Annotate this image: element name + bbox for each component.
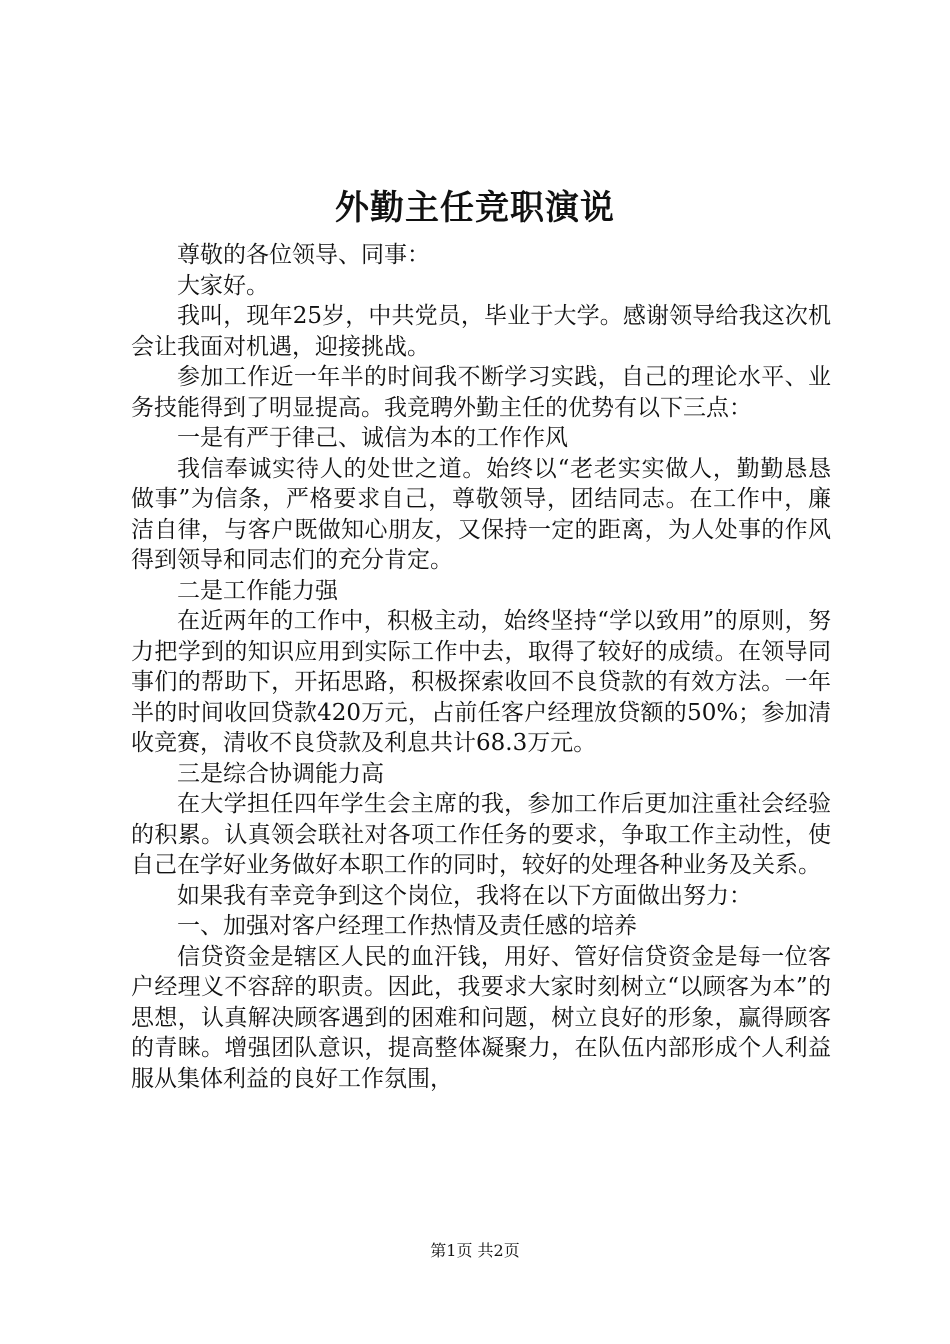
heading-effort-1: 一、加强对客户经理工作热情及责任感的培养 — [177, 913, 637, 939]
paragraph-advantages-intro: 参加工作近一年半的时间我不断学习实践，自己的理论水平、业务技能得到了明显提高。我竞聘外勤主任的优势有以下三点： — [131, 364, 831, 421]
paragraph-advantage-1: 我信奉诚实待人的处世之道。始终以“老老实实做人，勤勤恳恳做事”为信条，严格要求自己，尊敬领导，团结同志。在工作中，廉洁自律，与客户既做知心朋友，又保持一定的距离，为人处事的作风得到领导和同志们的充分肯定。 — [131, 455, 831, 573]
heading-advantage-3: 三是综合协调能力高 — [177, 760, 384, 787]
paragraph-efforts-intro: 如果我有幸竞争到这个岗位，我将在以下方面做出努力： — [177, 882, 752, 909]
document-body — [131, 240, 831, 1094]
paragraph-salutation: 尊敬的各位领导、同事： — [177, 242, 430, 268]
heading-advantage-1: 一是有严于律己、诚信为本的工作作风 — [177, 425, 568, 451]
paragraph-advantage-2: 在近两年的工作中，积极主动，始终坚持“学以致用”的原则，努力把学到的知识应用到实际工作中去，取得了较好的成绩。在领导同事们的帮助下，开拓思路，积极探索收回不良贷款的有效方法。一年半的时间收回贷款420万元，占前任客户经理放贷额的50%；参加清收竞赛，清收不良贷款及利息共计68.3万元。 — [131, 608, 831, 756]
paragraph-effort-1: 信贷资金是辖区人民的血汗钱，用好、管好信贷资金是每一位客户经理义不容辞的职责。因此，我要求大家时刻树立“以顾客为本”的思想，认真解决顾客遇到的困难和问题，树立良好的形象，赢得顾客的青睐。增强团队意识，提高整体凝聚力，在队伍内部形成个人利益服从集体利益的良好工作氛围， — [131, 943, 831, 1092]
document-title: 外勤主任竞职演说 — [335, 188, 615, 228]
paragraph-advantage-3: 在大学担任四年学生会主席的我，参加工作后更加注重社会经验的积累。认真领会联社对各项工作任务的要求，争取工作主动性，使自己在学好业务做好本职工作的同时，较好的处理各种业务及关系。 — [131, 791, 831, 878]
heading-advantage-2: 二是工作能力强 — [177, 577, 338, 604]
paragraph-greeting: 大家好。 — [177, 272, 269, 299]
page-footer: 第1页 共2页 — [430, 1241, 520, 1260]
paragraph-introduction: 我叫，现年25岁，中共党员，毕业于大学。感谢领导给我这次机会让我面对机遇，迎接挑战。 — [131, 303, 831, 360]
